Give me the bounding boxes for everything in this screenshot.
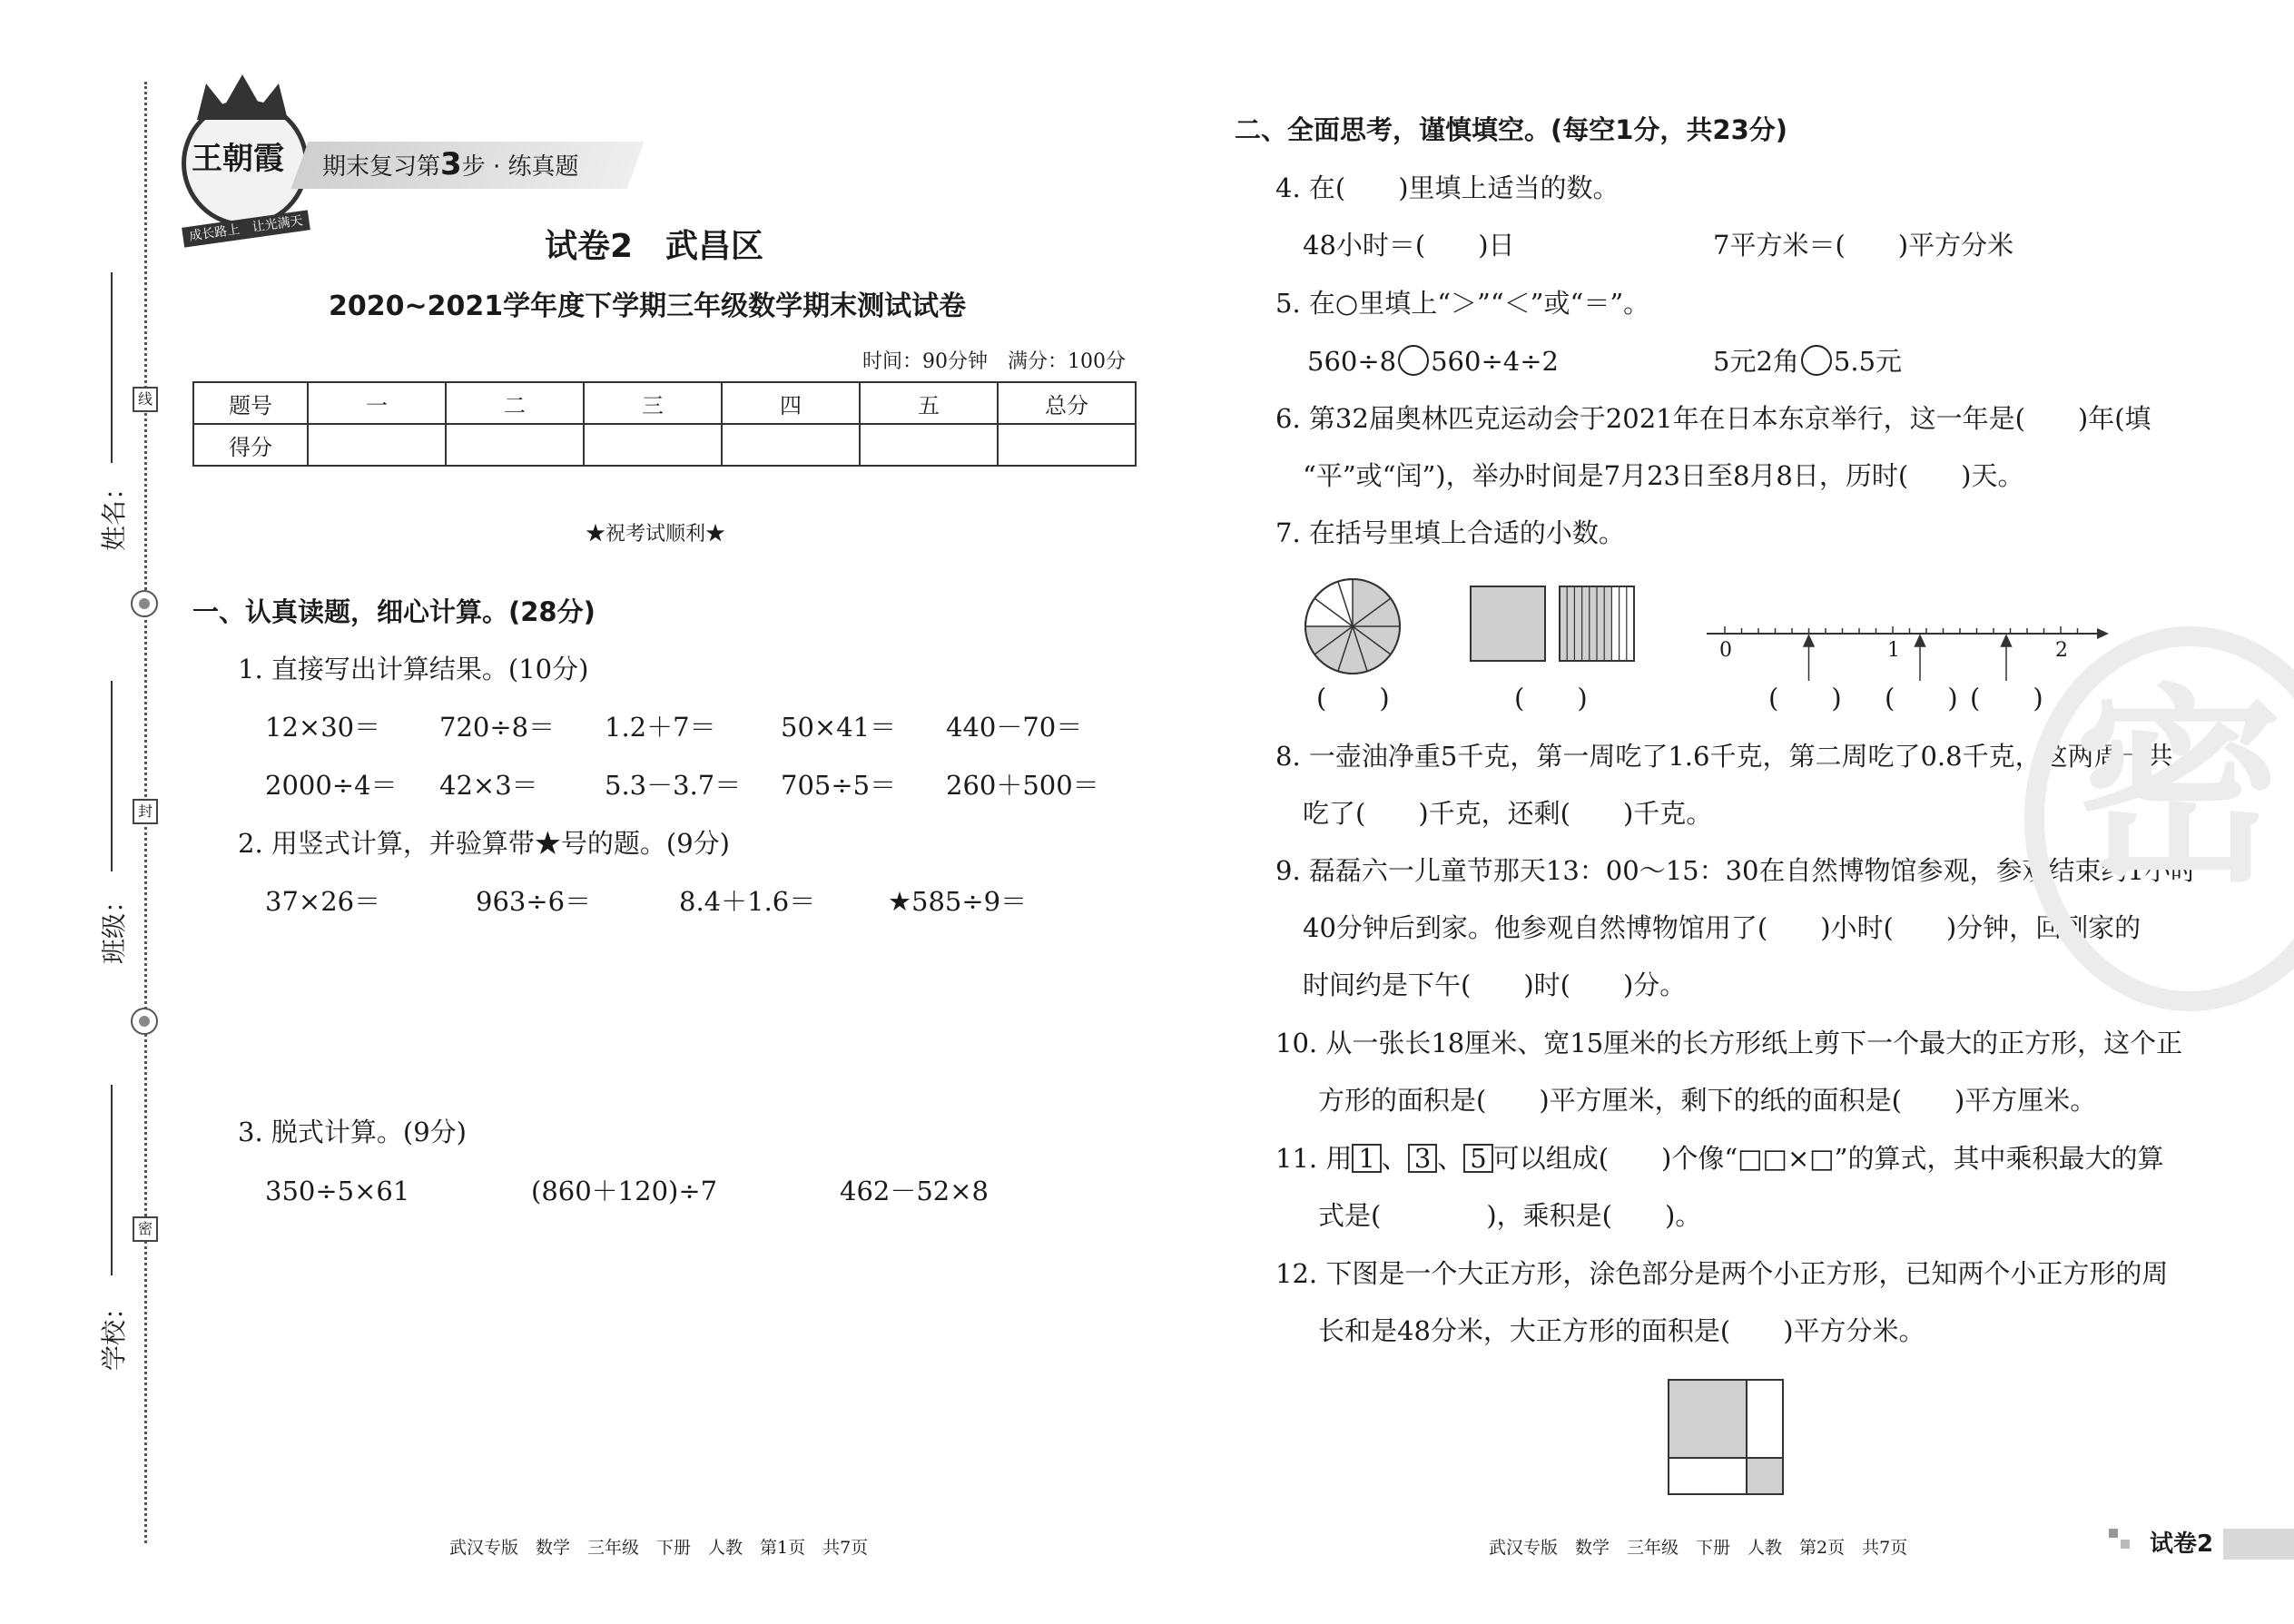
name-label: 姓名： <box>99 474 130 552</box>
footer-right: 武汉专版 数学 三年级 下册 人教 第2页 共7页 <box>1489 1538 1908 1558</box>
score-header-cell: 总分 <box>998 382 1136 424</box>
q1-item: 2000÷4＝ <box>265 770 398 801</box>
number-line-figure <box>1702 617 2111 681</box>
q6-line1: 6. 第32届奥林匹克运动会于2021年在日本东京举行，这一年是( )年(填 <box>1275 403 2151 434</box>
q5-a <box>1307 345 1559 377</box>
badge-text: 期末复习第 <box>322 153 441 181</box>
number-card: 5 <box>1463 1144 1492 1173</box>
score-input-cell[interactable] <box>584 424 722 466</box>
q4-label: 4. 在( )里填上适当的数。 <box>1275 172 1620 203</box>
seal-feng: 封 <box>133 799 158 824</box>
score-input-cell[interactable] <box>308 424 446 466</box>
q12-line2: 长和是48分米，大正方形的面积是( )平方分米。 <box>1318 1315 1925 1346</box>
q3-item: 462－52×8 <box>840 1176 989 1206</box>
q8-line1: 8. 一壶油净重5千克，第一周吃了1.6千克，第二周吃了0.8千克，这两周一共 <box>1275 741 2173 772</box>
q2-label: 2. 用竖式计算，并验算带★号的题。(9分) <box>238 828 730 859</box>
q7-answer-paren[interactable]: ( ) <box>1885 683 1958 714</box>
number-card: 3 <box>1408 1144 1437 1173</box>
q5-b-right: 5.5元 <box>1833 346 1903 377</box>
score-label-cell: 得分 <box>193 424 308 466</box>
score-input-cell[interactable] <box>722 424 860 466</box>
compare-circle[interactable] <box>1801 345 1832 376</box>
square-figure <box>1667 1378 1787 1498</box>
brand-logo <box>182 100 309 244</box>
q11-line1 <box>1275 1143 2164 1174</box>
number-line-tick-0: 0 <box>1719 639 1732 662</box>
score-header-cell: 三 <box>584 382 722 424</box>
q5-a-right: 560÷4÷2 <box>1431 346 1559 377</box>
q1-item: 1.2＋7＝ <box>605 712 716 743</box>
q11-sep: 、 <box>1437 1143 1464 1174</box>
class-label: 班级： <box>99 887 130 965</box>
school-label: 学校： <box>99 1294 130 1372</box>
decimal-squares-figure <box>1469 585 1641 663</box>
footer-tag-band <box>2223 1529 2294 1560</box>
q2-item: 37×26＝ <box>265 886 381 917</box>
q3-item: 350÷5×61 <box>265 1176 410 1206</box>
q8-line2: 吃了( )千克，还剩( )千克。 <box>1303 798 1713 829</box>
wish-text: ★祝考试顺利★ <box>586 523 726 546</box>
exam-subtitle: 2020~2021学年度下学期三年级数学期末测试试卷 <box>329 290 967 322</box>
brand-text: 王朝霞 <box>192 141 284 177</box>
number-line-tick-2: 2 <box>2055 639 2068 662</box>
q5-a-left: 560÷8 <box>1307 346 1397 377</box>
q2-item: 963÷6＝ <box>476 886 592 917</box>
number-line-tick-1: 1 <box>1887 639 1900 662</box>
score-input-cell[interactable] <box>860 424 998 466</box>
footer-decor-icon <box>2121 1540 2130 1549</box>
q11-prefix: 11. 用 <box>1275 1143 1353 1174</box>
q3-label: 3. 脱式计算。(9分) <box>238 1117 467 1147</box>
q9-line3: 时间约是下午( )时( )分。 <box>1303 969 1687 1000</box>
q2-item: 8.4＋1.6＝ <box>679 886 816 917</box>
q3-item: (860＋120)÷7 <box>531 1176 718 1206</box>
score-input-cell[interactable] <box>998 424 1136 466</box>
section1-heading: 一、认真读题，细心计算。(28分) <box>192 596 596 627</box>
q11-sep: 、 <box>1381 1143 1408 1174</box>
score-header-cell: 四 <box>722 382 860 424</box>
q5-b <box>1713 345 1902 377</box>
q1-item: 260＋500＝ <box>946 770 1099 801</box>
exam-title: 试卷2 武昌区 <box>545 228 764 265</box>
score-input-cell[interactable] <box>446 424 584 466</box>
seal-xian: 线 <box>133 387 158 412</box>
footer-tag: 试卷2 <box>2150 1530 2214 1558</box>
score-table-row <box>193 382 1136 424</box>
badge-suffix: 步 · 练真题 <box>461 153 579 181</box>
name-line[interactable] <box>111 272 113 463</box>
q10-line2: 方形的面积是( )平方厘米，剩下的纸的面积是( )平方厘米。 <box>1318 1085 2097 1116</box>
q12-line1: 12. 下图是一个大正方形，涂色部分是两个小正方形，已知两个小正方形的周 <box>1275 1258 2169 1289</box>
score-header-cell: 二 <box>446 382 584 424</box>
q11-line2: 式是( )，乘积是( )。 <box>1318 1200 1702 1231</box>
watermark-text: 密 <box>2074 668 2284 910</box>
q1-item: 5.3－3.7＝ <box>605 770 742 801</box>
brand-slogan-2: 让光满天 <box>251 213 304 235</box>
q1-item: 440－70＝ <box>946 712 1083 743</box>
score-table-row <box>193 424 1136 466</box>
score-header-cell: 五 <box>860 382 998 424</box>
q4-b: 7平方米＝( )平方分米 <box>1713 230 2014 261</box>
section2-heading: 二、全面思考，谨慎填空。(每空1分，共23分) <box>1235 114 1788 145</box>
score-table <box>192 381 1137 467</box>
footer-decor-icon <box>2109 1529 2118 1538</box>
q4-a: 48小时＝( )日 <box>1303 230 1515 261</box>
q7-answer-paren[interactable]: ( ) <box>1768 683 1842 714</box>
seal-mi: 密 <box>133 1216 158 1242</box>
brand-slogan-1: 成长路上 <box>188 222 241 244</box>
compare-circle[interactable] <box>1398 345 1429 376</box>
time-info: 时间：90分钟 满分：100分 <box>862 350 1126 373</box>
q1-label: 1. 直接写出计算结果。(10分) <box>238 654 589 684</box>
q7-answer-paren[interactable]: ( ) <box>1970 683 2043 714</box>
q1-item: 12×30＝ <box>265 712 381 743</box>
badge-step: 3 <box>440 146 462 182</box>
class-line[interactable] <box>111 681 113 871</box>
q7-answer-paren[interactable]: ( ) <box>1514 683 1588 714</box>
q1-item: 705÷5＝ <box>781 770 897 801</box>
q5-label: 5. 在○里填上“＞”“＜”或“＝”。 <box>1275 288 1650 319</box>
q10-line1: 10. 从一张长18厘米、宽15厘米的长方形纸上剪下一个最大的正方形，这个正 <box>1275 1028 2183 1058</box>
fraction-circle-figure <box>1298 572 1407 681</box>
q1-item: 42×3＝ <box>439 770 538 801</box>
q2-item: ★585÷9＝ <box>888 886 1028 917</box>
binding-hole-icon <box>131 1008 158 1035</box>
q9-line2: 40分钟后到家。他参观自然博物馆用了( )小时( )分钟，回到家的 <box>1303 912 2141 943</box>
number-card: 1 <box>1352 1144 1381 1173</box>
q5-b-left: 5元2角 <box>1713 346 1799 377</box>
step-badge-text <box>322 146 579 182</box>
footer-left: 武汉专版 数学 三年级 下册 人教 第1页 共7页 <box>449 1538 869 1558</box>
q11-rest: 可以组成( )个像“□□×□”的算式，其中乘积最大的算 <box>1492 1143 2164 1174</box>
q1-item: 50×41＝ <box>781 712 897 743</box>
school-line[interactable] <box>111 1085 113 1275</box>
q7-label: 7. 在括号里填上合适的小数。 <box>1275 517 1625 548</box>
score-header-cell: 题号 <box>193 382 308 424</box>
crown-icon <box>183 70 301 124</box>
q1-item: 720÷8＝ <box>439 712 556 743</box>
score-header-cell: 一 <box>308 382 446 424</box>
binding-hole-icon <box>131 590 158 617</box>
q7-answer-paren[interactable]: ( ) <box>1316 683 1390 714</box>
q6-line2: “平”或“闰”)，举办时间是7月23日至8月8日，历时( )天。 <box>1303 460 2024 491</box>
q9-line1: 9. 磊磊六一儿童节那天13：00～15：30在自然博物馆参观，参观结束约1小时 <box>1275 855 2197 886</box>
brand-ribbon <box>182 210 310 247</box>
